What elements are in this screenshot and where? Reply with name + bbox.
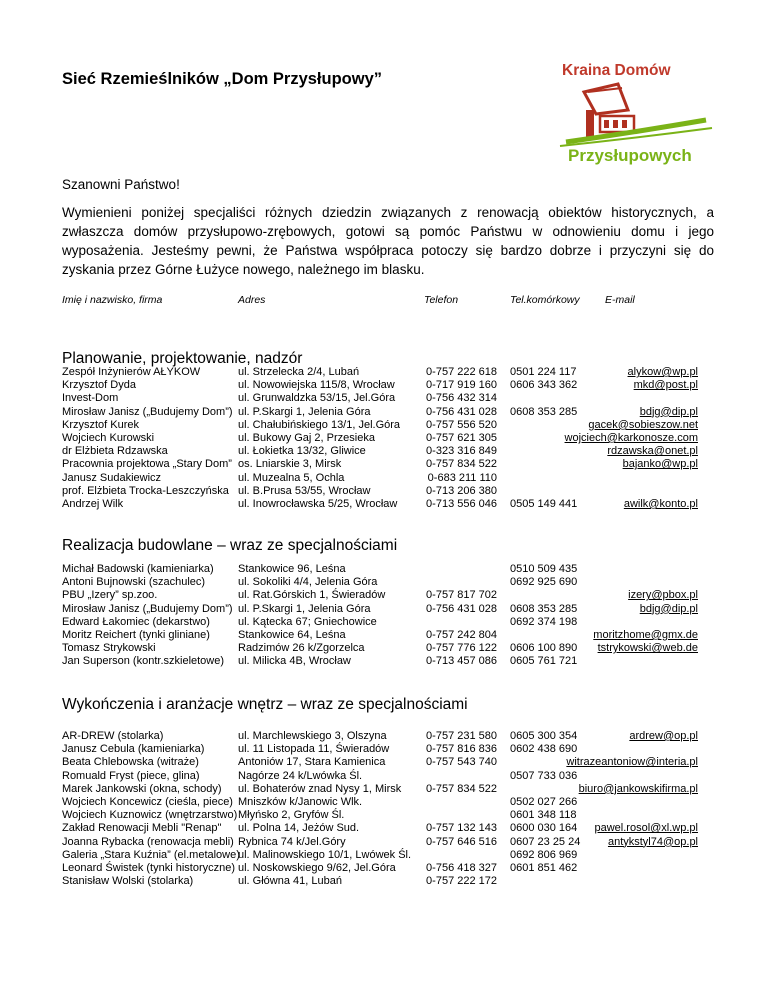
contact-address: Mniszków k/Janowic Wlk. <box>238 796 363 808</box>
contact-address: ul. Łokietka 13/32, Gliwice <box>238 445 366 458</box>
contact-address: ul. Bukowy Gaj 2, Przesieka <box>238 432 375 444</box>
contact-name: prof. Elżbieta Trocka-Leszczyńska <box>62 484 229 497</box>
contact-phone: 0-683 211 110 <box>427 471 497 484</box>
contact-email[interactable]: gacek@sobieszow.net <box>588 418 698 431</box>
contact-name: Mirosław Janisz („Budujemy Dom”) <box>62 602 233 615</box>
contact-address: ul. P.Skargi 1, Jelenia Góra <box>238 405 371 418</box>
contact-email[interactable]: alykow@wp.pl <box>627 366 698 378</box>
contact-email[interactable]: awilk@konto.pl <box>623 498 698 510</box>
contact-address: ul. Noskowskiego 9/62, Jel.Góra <box>238 862 396 874</box>
contact-name: Zespół Inżynierów AŁYKOW <box>62 366 201 378</box>
contact-mobile: 0601 348 118 <box>510 809 577 822</box>
contact-address: ul. Milicka 4B, Wrocław <box>238 655 351 668</box>
section-title: Realizacja budowlane – wraz ze specjalnościami <box>62 537 398 554</box>
contact-name: PBU „Izery” sp.zoo. <box>62 589 158 602</box>
contact-mobile: 0605 300 354 <box>510 730 578 742</box>
contact-name: Romuald Fryst (piece, glina) <box>62 769 200 782</box>
header-name: Imię i nazwisko, firma <box>62 294 163 306</box>
logo-text-bottom: Przysłupowych <box>568 146 692 165</box>
contact-name: Edward Łakomiec (dekarstwo) <box>62 615 210 628</box>
contact-phone: 0-757 222 172 <box>426 875 497 888</box>
contact-name: Invest-Dom <box>62 392 119 405</box>
contact-phone: 0-756 431 028 <box>426 602 497 615</box>
contact-address: ul. Muzealna 5, Ochla <box>238 471 345 484</box>
contact-phone: 0-713 556 046 <box>426 498 497 510</box>
contact-name: Stanisław Wolski (stolarka) <box>62 875 194 888</box>
contact-address: Stankowice 64, Leśna <box>238 629 346 641</box>
contact-phone: 0-717 919 160 <box>426 379 497 392</box>
contact-address: Młyńsko 2, Gryfów Śl. <box>238 809 345 822</box>
contact-address: ul. Nowowiejska 115/8, Wrocław <box>238 379 395 392</box>
contact-email[interactable]: izery@pbox.pl <box>628 589 698 602</box>
contact-name: AR-DREW (stolarka) <box>62 730 164 742</box>
contact-mobile: 0692 806 969 <box>510 848 578 861</box>
contact-phone: 0-757 132 143 <box>426 822 497 835</box>
contact-email[interactable]: bdjg@dip.pl <box>639 405 698 418</box>
header-mobile: Tel.komórkowy <box>510 294 580 306</box>
contact-address: ul. Główna 41, Lubań <box>238 875 342 888</box>
contact-address: ul. 11 Listopada 11, Świeradów <box>238 743 390 756</box>
contact-phone: 0-713 457 086 <box>426 655 497 668</box>
contact-phone: 0-757 231 580 <box>426 730 497 742</box>
contact-name: Krzysztof Dyda <box>62 379 136 392</box>
contact-name: Galeria „Stara Kuźnia” (el.metalowe) <box>62 848 240 861</box>
contact-mobile: 0606 343 362 <box>510 379 578 392</box>
contact-address: ul. Rat.Górskich 1, Świeradów <box>238 589 386 602</box>
contact-address: ul. Inowrocławska 5/25, Wrocław <box>238 498 398 510</box>
contact-mobile: 0692 925 690 <box>510 576 578 589</box>
contact-email[interactable]: witrazeantoniow@interia.pl <box>566 756 698 769</box>
contact-address: Stankowice 96, Leśna <box>238 563 346 575</box>
intro-paragraph: Wymienieni poniżej specjaliści różnych dziedzin związanych z renowacją obiektów historycznych, a zwłaszcza domów przysłupowo-zrębowych, gotowi są pomóc Państwu w odnowieniu domu i jego wyposażenia. Jesteśmy pewni, że Państwa współpraca potoczy się bardzo dobrze i przyczyni się do zyskania przez Górne Łużyce nowego, należnego im blasku. <box>62 205 714 277</box>
contact-email[interactable]: pawel.rosol@xl.wp.pl <box>594 822 698 835</box>
contact-address: ul. Polna 14, Jeżów Sud. <box>238 822 360 835</box>
contact-name: Moritz Reichert (tynki gliniane) <box>62 629 210 641</box>
contact-name: Leonard Świstek (tynki historyczne) <box>62 862 236 874</box>
contact-name: Wojciech Koncewicz (cieśla, piece) <box>62 796 233 808</box>
contact-mobile: 0507 733 036 <box>510 769 578 782</box>
contact-address: ul. Marchlewskiego 3, Olszyna <box>238 730 387 742</box>
contact-mobile: 0502 027 266 <box>510 796 578 808</box>
contact-name: Mirosław Janisz („Budujemy Dom”) <box>62 405 233 418</box>
contact-email[interactable]: wojciech@karkonosze.com <box>564 432 698 444</box>
contact-name: Tomasz Strykowski <box>62 642 156 655</box>
contact-name: Janusz Cebula (kamieniarka) <box>62 743 205 756</box>
greeting: Szanowni Państwo! <box>62 177 180 192</box>
contact-address: ul. Strzelecka 2/4, Lubań <box>238 366 360 378</box>
contact-address: ul. P.Skargi 1, Jelenia Góra <box>238 602 371 615</box>
logo-text-top: Kraina Domów <box>562 62 671 79</box>
contact-address: ul. Chałubińskiego 13/1, Jel.Góra <box>238 418 401 431</box>
contact-name: Krzysztof Kurek <box>62 418 140 431</box>
contact-phone: 0-757 816 836 <box>426 743 497 756</box>
contact-phone: 0-757 242 804 <box>426 629 497 641</box>
contact-email[interactable]: biuro@jankowskifirma.pl <box>578 782 698 795</box>
contact-phone: 0-757 621 305 <box>426 432 497 444</box>
contact-address: Radzimów 26 k/Zgorzelca <box>238 642 365 655</box>
contact-phone: 0-756 418 327 <box>426 862 497 874</box>
contact-address: os. Lniarskie 3, Mirsk <box>238 458 342 471</box>
contact-phone: 0-757 556 520 <box>426 418 497 431</box>
contact-name: Joanna Rybacka (renowacja mebli) <box>62 835 234 848</box>
contact-address: Nagórze 24 k/Lwówka Śl. <box>238 769 363 782</box>
contact-mobile: 0601 851 462 <box>510 862 578 874</box>
contact-address: ul. Kątecka 67; Gniechowice <box>238 615 377 628</box>
contact-phone: 0-757 543 740 <box>426 756 497 769</box>
contact-phone: 0-323 316 849 <box>426 445 497 458</box>
contact-email[interactable]: moritzhome@gmx.de <box>593 629 698 641</box>
contact-mobile: 0600 030 164 <box>510 822 578 835</box>
contact-phone: 0-756 432 314 <box>426 392 497 405</box>
contact-mobile: 0608 353 285 <box>510 405 578 418</box>
contact-email[interactable]: tstrykowski@web.de <box>597 642 698 655</box>
document-title: Sieć Rzemieślników „Dom Przysłupowy” <box>62 70 383 88</box>
contact-name: Janusz Sudakiewicz <box>62 471 162 484</box>
contact-phone: 0-757 646 516 <box>426 835 497 848</box>
contact-address: ul. Bohaterów znad Nysy 1, Mirsk <box>238 782 402 795</box>
contact-mobile: 0692 374 198 <box>510 615 578 628</box>
contact-phone: 0-757 834 522 <box>426 782 497 795</box>
contact-email[interactable]: antykstyl74@op.pl <box>607 835 698 848</box>
contact-email[interactable]: bajanko@wp.pl <box>622 458 698 471</box>
contact-name: Marek Jankowski (okna, schody) <box>62 782 222 795</box>
contact-name: Wojciech Kurowski <box>62 432 155 444</box>
contact-phone: 0-756 431 028 <box>426 405 497 418</box>
contact-email[interactable]: ardrew@op.pl <box>629 730 698 742</box>
contact-email[interactable]: bdjg@dip.pl <box>639 602 698 615</box>
header-email: E-mail <box>605 294 635 306</box>
contact-mobile: 0607 23 25 24 <box>510 835 581 848</box>
contact-email[interactable]: rdzawska@onet.pl <box>607 445 698 458</box>
contact-mobile: 0608 353 285 <box>510 602 578 615</box>
section-title: Planowanie, projektowanie, nadzór <box>62 350 303 367</box>
contact-mobile: 0510 509 435 <box>510 563 578 575</box>
contact-address: Rybnica 74 k/Jel.Góry <box>238 835 346 848</box>
contact-mobile: 0501 224 117 <box>510 366 577 378</box>
contact-address: ul. Malinowskiego 10/1, Lwówek Śl. <box>238 848 412 861</box>
contact-name: Beata Chlebowska (witraże) <box>62 756 199 769</box>
contact-name: Andrzej Wilk <box>62 498 124 510</box>
contact-name: Zakład Renowacji Mebli "Renap" <box>62 822 222 835</box>
contact-address: ul. B.Prusa 53/55, Wrocław <box>238 484 371 497</box>
header-address: Adres <box>238 294 266 306</box>
contact-address: ul. Sokoliki 4/4, Jelenia Góra <box>238 576 378 589</box>
logo <box>556 62 718 172</box>
contact-name: Antoni Bujnowski (szachulec) <box>62 576 206 589</box>
contact-name: Jan Superson (kontr.szkieletowe) <box>62 655 225 668</box>
contact-phone: 0-757 817 702 <box>426 589 497 602</box>
contact-name: Wojciech Kuznowicz (wnętrzarstwo) <box>62 809 238 822</box>
contact-phone: 0-757 834 522 <box>426 458 497 471</box>
contact-mobile: 0605 761 721 <box>510 655 578 668</box>
section-title: Wykończenia i aranżacje wnętrz – wraz ze specjalnościami <box>62 696 468 713</box>
contact-address: Antoniów 17, Stara Kamienica <box>238 756 386 769</box>
header-phone: Telefon <box>424 294 459 306</box>
contact-address: ul. Grunwaldzka 53/15, Jel.Góra <box>238 392 396 405</box>
contact-mobile: 0602 438 690 <box>510 743 578 756</box>
contact-phone: 0-757 776 122 <box>426 642 497 655</box>
contact-phone: 0-713 206 380 <box>426 484 497 497</box>
contact-phone: 0-757 222 618 <box>426 366 497 378</box>
contact-name: Michał Badowski (kamieniarka) <box>62 563 214 575</box>
contact-name: Pracownia projektowa „Stary Dom” <box>62 458 232 471</box>
contact-name: dr Elżbieta Rdzawska <box>62 445 168 458</box>
house-logo-icon <box>556 80 718 150</box>
contact-email[interactable]: mkd@post.pl <box>633 379 698 392</box>
contact-mobile: 0606 100 890 <box>510 642 578 655</box>
contact-mobile: 0505 149 441 <box>510 498 578 510</box>
